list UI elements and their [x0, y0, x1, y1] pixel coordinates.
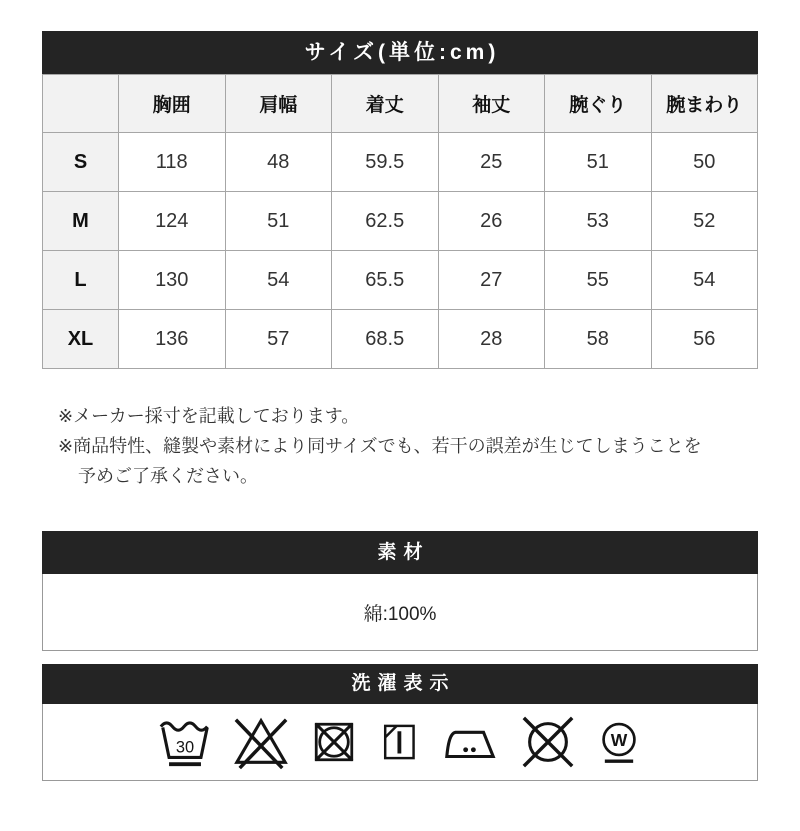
laundry-section-title: 洗濯表示 — [351, 673, 456, 694]
size-section-title: サイズ(単位:cm) — [304, 41, 500, 64]
row-label: L — [43, 251, 119, 310]
material-section-title: 素材 — [377, 542, 430, 563]
cell-value: 53 — [545, 192, 652, 251]
measurement-notes — [42, 401, 758, 491]
cell-value: 136 — [119, 310, 226, 369]
iron-medium-two-dots-icon — [438, 713, 502, 771]
column-header-armhole: 腕ぐり — [545, 75, 652, 133]
size-section — [42, 31, 758, 369]
cell-value: 65.5 — [332, 251, 439, 310]
laundry-icons-row — [42, 704, 758, 781]
cell-value: 52 — [651, 192, 758, 251]
cell-value: 27 — [438, 251, 545, 310]
column-header-sleeve: 袖丈 — [438, 75, 545, 133]
cell-value: 68.5 — [332, 310, 439, 369]
laundry-section-header — [42, 664, 758, 704]
cell-value: 54 — [225, 251, 332, 310]
note-line: ※商品特性、縫製や素材により同サイズでも、若干の誤差が生じてしまうことを — [58, 436, 702, 456]
material-value: 綿:100% — [363, 603, 437, 625]
cell-value: 28 — [438, 310, 545, 369]
table-row-m — [43, 192, 758, 251]
column-header-arm-circ: 腕まわり — [651, 75, 758, 133]
cell-value: 25 — [438, 133, 545, 192]
table-row-s — [43, 133, 758, 192]
cell-value: 56 — [651, 310, 758, 369]
material-value-box — [42, 574, 758, 651]
cell-value: 48 — [225, 133, 332, 192]
cell-value: 124 — [119, 192, 226, 251]
cell-value: 51 — [225, 192, 332, 251]
column-header-length: 着丈 — [332, 75, 439, 133]
row-label: S — [43, 133, 119, 192]
size-table-header-row — [43, 75, 758, 133]
column-header-chest: 胸囲 — [119, 75, 226, 133]
cell-value: 51 — [545, 133, 652, 192]
note-line: 予めご了承ください。 — [78, 466, 258, 486]
do-not-tumble-dry-icon — [308, 713, 360, 771]
table-row-l — [43, 251, 758, 310]
material-section-header — [42, 531, 758, 574]
cell-value: 54 — [651, 251, 758, 310]
cell-value: 50 — [651, 133, 758, 192]
cell-value: 26 — [438, 192, 545, 251]
cell-value: 130 — [119, 251, 226, 310]
cell-value: 118 — [119, 133, 226, 192]
svg-text:30: 30 — [175, 738, 195, 757]
wash-30-gentle-icon — [156, 713, 214, 771]
professional-wet-clean-gentle-icon — [594, 713, 644, 771]
svg-text:W: W — [610, 729, 628, 750]
note-line: ※メーカー採寸を記載しております。 — [58, 406, 360, 426]
row-label: XL — [43, 310, 119, 369]
line-dry-in-shade-icon — [376, 713, 422, 771]
cell-value: 55 — [545, 251, 652, 310]
cell-value: 58 — [545, 310, 652, 369]
cell-value: 57 — [225, 310, 332, 369]
size-table-corner-cell — [43, 75, 119, 133]
material-section — [42, 531, 758, 651]
row-label: M — [43, 192, 119, 251]
do-not-dry-clean-icon — [518, 713, 578, 771]
table-row-xl — [43, 310, 758, 369]
size-table — [42, 74, 758, 369]
size-section-header — [42, 31, 758, 74]
laundry-section — [42, 664, 758, 781]
column-header-shoulder: 肩幅 — [225, 75, 332, 133]
cell-value: 62.5 — [332, 192, 439, 251]
do-not-bleach-icon — [230, 713, 292, 771]
cell-value: 59.5 — [332, 133, 439, 192]
product-spec-content — [42, 31, 758, 781]
